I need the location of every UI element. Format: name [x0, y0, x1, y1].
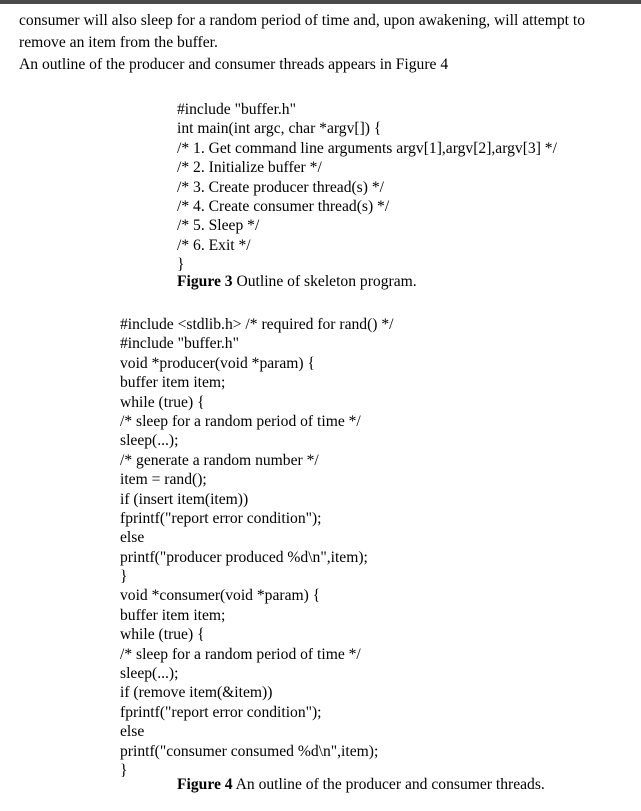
code-line: }: [120, 568, 128, 586]
code-line: if (remove item(&item)): [120, 684, 273, 702]
code-line: /* generate a random number */: [120, 451, 319, 469]
figure-3-label: Figure 3: [177, 273, 233, 290]
code-line: /* 5. Sleep */: [177, 217, 260, 235]
figure-3-code: [177, 100, 557, 275]
code-line: #include <stdlib.h> /* required for rand() */: [120, 316, 394, 333]
code-line: else: [120, 723, 145, 741]
code-line: int main(int argc, char *argv[]) {: [177, 120, 382, 138]
code-line: fprintf("report error condition");: [120, 509, 322, 527]
code-line: }: [120, 761, 128, 779]
code-line: #include "buffer.h": [120, 335, 239, 353]
figure-4-caption: [177, 775, 545, 795]
code-line: else: [120, 529, 145, 547]
code-line: void *producer(void *param) {: [120, 354, 315, 372]
code-line: buffer item item;: [120, 374, 226, 392]
code-line: printf("consumer consumed %d\n",item);: [120, 742, 379, 760]
code-line: /* sleep for a random period of time */: [120, 412, 361, 430]
figure-3-caption-text: Outline of skeleton program.: [232, 273, 417, 290]
code-line: /* 2. Initialize buffer */: [177, 159, 322, 177]
code-line: /* sleep for a random period of time */: [120, 645, 361, 663]
code-line: sleep(...);: [120, 665, 179, 683]
code-line: printf("producer produced %d\n",item);: [120, 548, 368, 566]
intro-text: [19, 10, 634, 76]
code-line: if (insert item(item)): [120, 490, 249, 508]
intro-line-3: An outline of the producer and consumer threads appears in Figure 4: [19, 56, 449, 73]
code-line: fprintf("report error condition");: [120, 703, 322, 721]
code-line: #include "buffer.h": [177, 101, 296, 118]
intro-line-2: remove an item from the buffer.: [19, 34, 218, 51]
code-line: /* 6. Exit */: [177, 236, 251, 254]
code-line: /* 1. Get command line arguments argv[1],argv[2],argv[3] */: [177, 139, 557, 157]
figure-4-code: [120, 315, 394, 780]
figure-4-caption-text: An outline of the producer and consumer threads.: [232, 776, 545, 793]
code-line: }: [177, 256, 185, 274]
code-line: sleep(...);: [120, 432, 179, 450]
figure-4-label: Figure 4: [177, 776, 233, 793]
code-line: while (true) {: [120, 393, 205, 411]
top-rule: [0, 0, 641, 4]
figure-3-caption: [177, 272, 417, 292]
code-line: item = rand();: [120, 471, 207, 489]
code-line: void *consumer(void *param) {: [120, 587, 321, 605]
code-line: /* 4. Create consumer thread(s) */: [177, 197, 390, 215]
code-line: buffer item item;: [120, 606, 226, 624]
code-line: while (true) {: [120, 626, 205, 644]
code-line: /* 3. Create producer thread(s) */: [177, 178, 384, 196]
intro-line-1: consumer will also sleep for a random period of time and, upon awakening, will attempt to: [19, 12, 585, 29]
